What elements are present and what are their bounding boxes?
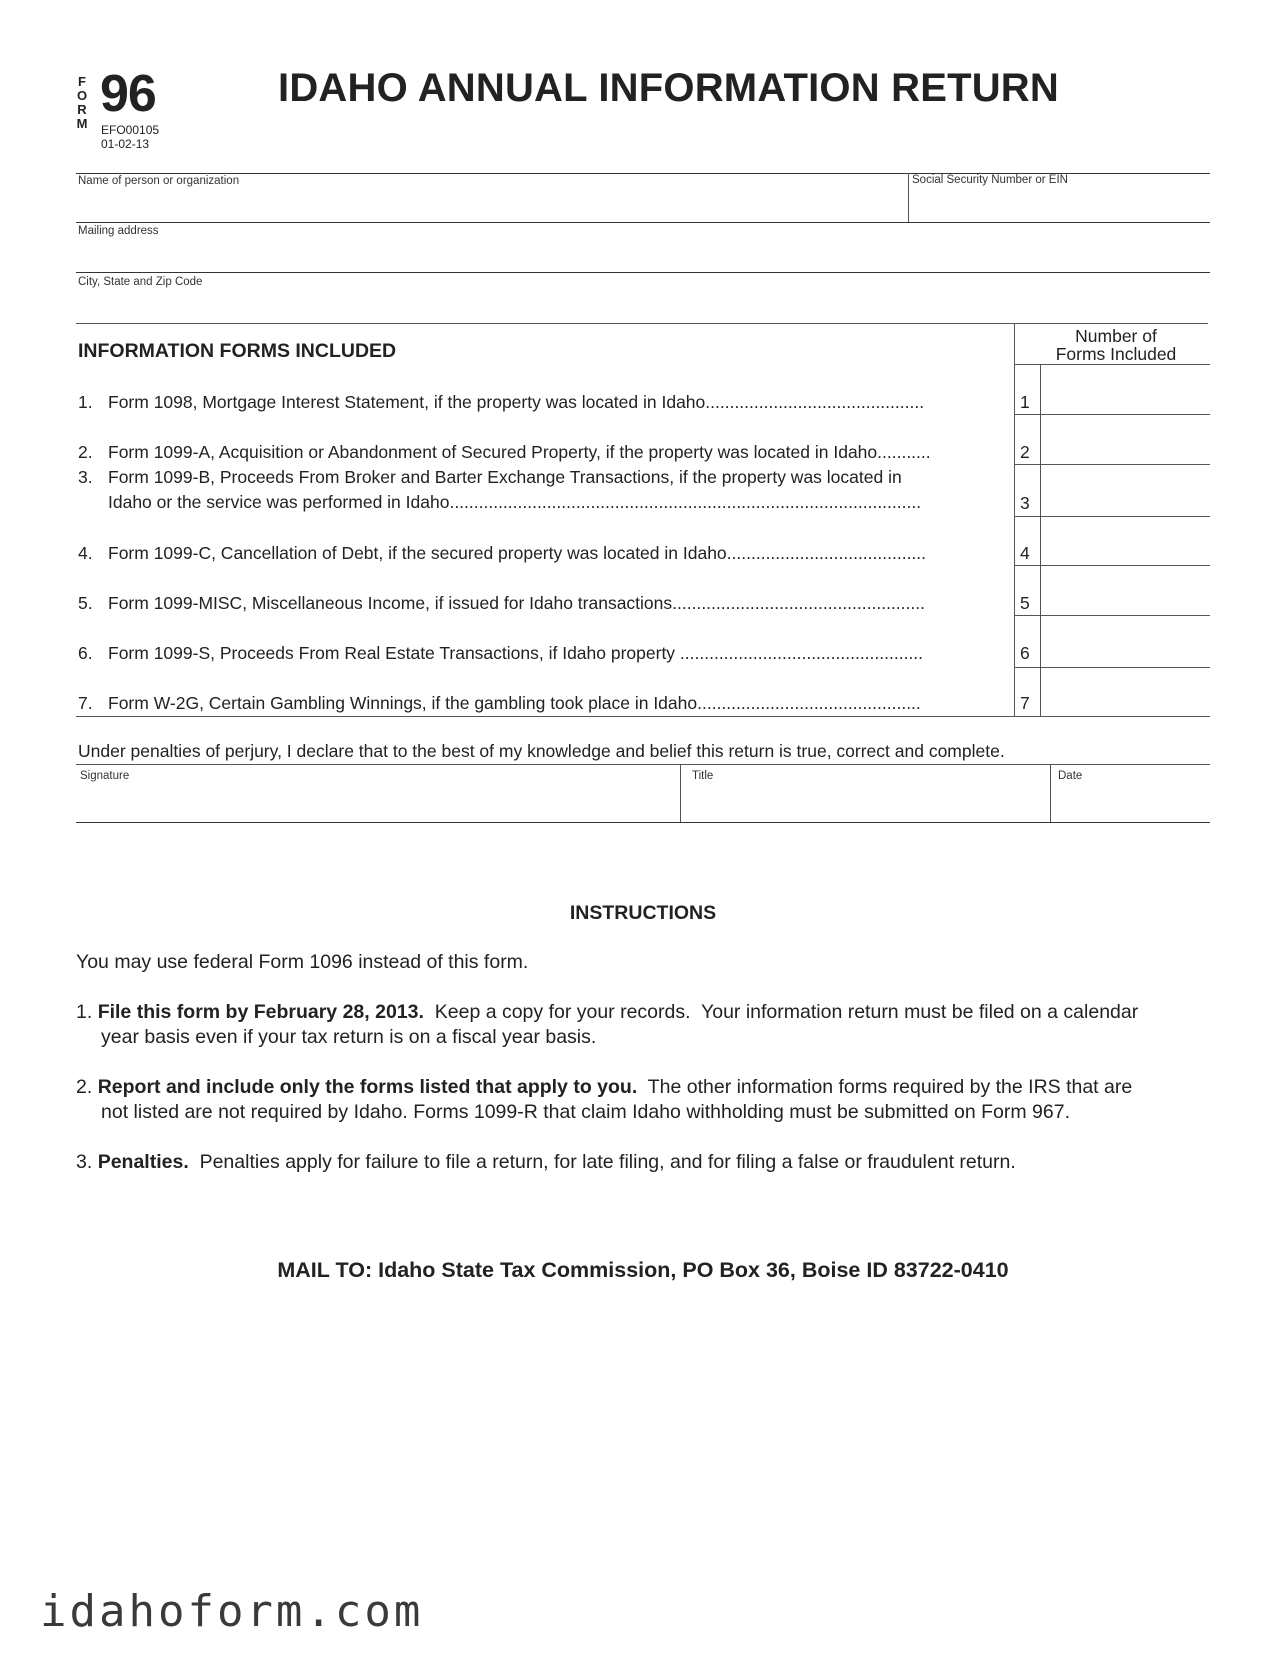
divider — [76, 323, 1208, 324]
count-field-1099misc[interactable] — [1042, 577, 1210, 615]
form-item — [78, 641, 998, 666]
divider — [1014, 565, 1210, 566]
form-revision-date: 01-02-13 — [101, 137, 150, 151]
divider — [76, 222, 1210, 223]
item-text: Form 1099-B, Proceeds From Broker and Barter Exchange Transactions, if the property was located in — [108, 467, 902, 487]
item-number: 3. — [78, 467, 93, 487]
divider — [1040, 364, 1041, 717]
item-text-continued: Idaho or the service was performed in Idaho — [108, 492, 450, 512]
line-number: 1 — [1020, 392, 1030, 412]
instruction-text: The other information forms required by the IRS that are — [637, 1076, 1133, 1098]
count-field-1099c[interactable] — [1042, 527, 1210, 565]
item-number: 5. — [78, 593, 93, 613]
dot-leader: .................................................... — [672, 593, 925, 613]
divider — [908, 173, 909, 222]
title-label: Title — [692, 770, 714, 782]
instruction-heading: Report and include only the forms listed that apply to you. — [97, 1076, 638, 1098]
count-field-1099b[interactable] — [1042, 476, 1210, 514]
item-number: 1. — [78, 392, 93, 412]
signature-field[interactable] — [80, 788, 674, 816]
count-column-header — [1018, 327, 1214, 363]
instructions-intro: You may use federal Form 1096 instead of this form. — [76, 951, 529, 973]
divider — [1014, 364, 1210, 365]
divider — [76, 822, 1210, 823]
instructions-title: INSTRUCTIONS — [569, 902, 717, 924]
form-label-vertical — [76, 75, 88, 131]
form-letter: M — [76, 116, 88, 131]
form-code — [101, 123, 159, 151]
instruction-item — [76, 1075, 1216, 1125]
date-label: Date — [1058, 770, 1083, 782]
instruction-text: Penalties apply for failure to file a return, for late filing, and for filing a false or fraudulent return. — [188, 1151, 1016, 1173]
count-field-1099a[interactable] — [1042, 426, 1210, 464]
instruction-heading: Penalties. — [97, 1151, 189, 1173]
page-title: IDAHO ANNUAL INFORMATION RETURN — [278, 66, 1059, 110]
item-number: 4. — [78, 543, 93, 563]
form-number: 96 — [100, 65, 156, 123]
divider — [76, 272, 1210, 273]
city-field[interactable] — [78, 294, 1202, 320]
form-letter: O — [76, 88, 88, 103]
instruction-item — [76, 1000, 1216, 1050]
item-text: Form W-2G, Certain Gambling Winnings, if the gambling took place in Idaho — [108, 693, 698, 713]
divider — [76, 716, 1210, 717]
form-letter: F — [78, 74, 86, 89]
instruction-number: 3. — [76, 1151, 93, 1173]
address-field-label: Mailing address — [78, 225, 159, 237]
item-text: Form 1099-C, Cancellation of Debt, if the secured property was located in Idaho — [108, 543, 727, 563]
item-number: 7. — [78, 693, 93, 713]
line-number: 6 — [1020, 643, 1030, 663]
instruction-text-continued: not listed are not required by Idaho. Forms 1099-R that claim Idaho withholding must be submitted on Form 967. — [101, 1101, 1071, 1123]
form-code-id: EFO00105 — [101, 123, 160, 137]
divider — [680, 764, 681, 822]
name-field[interactable] — [78, 194, 902, 220]
instruction-text-continued: year basis even if your tax return is on a fiscal year basis. — [101, 1026, 597, 1048]
divider — [1014, 323, 1015, 717]
address-field[interactable] — [78, 244, 1202, 270]
divider — [1014, 414, 1210, 415]
dot-leader: ................................................................................................. — [449, 492, 922, 512]
dot-leader: .............................................. — [697, 693, 921, 713]
line-number: 5 — [1020, 593, 1030, 613]
count-field-1099s[interactable] — [1042, 627, 1210, 665]
divider — [76, 764, 1210, 765]
city-field-label: City, State and Zip Code — [78, 276, 203, 288]
form-item — [78, 541, 998, 566]
form-item — [78, 440, 998, 465]
item-text: Form 1099-A, Acquisition or Abandonment of Secured Property, if the property was located in Idaho — [108, 442, 878, 462]
line-number: 7 — [1020, 693, 1030, 713]
count-header-line: Number of — [1075, 326, 1157, 346]
mail-to-address: MAIL TO: Idaho State Tax Commission, PO Box 36, Boise ID 83722-0410 — [277, 1258, 1009, 1282]
item-number: 6. — [78, 643, 93, 663]
form-item — [78, 465, 998, 515]
count-header-line: Forms Included — [1055, 344, 1177, 364]
date-field[interactable] — [1058, 788, 1210, 816]
count-field-1098[interactable] — [1042, 376, 1210, 414]
dot-leader: ............................................. — [705, 392, 925, 412]
line-number: 2 — [1020, 442, 1030, 462]
instruction-number: 2. — [76, 1076, 93, 1098]
ssn-field-label: Social Security Number or EIN — [912, 174, 1068, 186]
line-number: 3 — [1020, 493, 1030, 513]
divider — [1014, 667, 1210, 668]
item-text: Form 1099-S, Proceeds From Real Estate Transactions, if Idaho property — [108, 643, 676, 663]
perjury-declaration: Under penalties of perjury, I declare that to the best of my knowledge and belief this return is true, correct and complete. — [78, 741, 1005, 761]
item-text: Form 1098, Mortgage Interest Statement, if the property was located in Idaho — [108, 392, 706, 412]
count-field-w2g[interactable] — [1042, 677, 1210, 715]
form-item — [78, 591, 998, 616]
watermark: idahoform.com — [40, 1586, 424, 1637]
form-item — [78, 691, 998, 716]
instruction-number: 1. — [76, 1001, 93, 1023]
instruction-text: Keep a copy for your records. Your information return must be filed on a calendar — [423, 1001, 1139, 1023]
divider — [1014, 615, 1210, 616]
dot-leader: .................................................. — [675, 643, 924, 663]
name-field-label: Name of person or organization — [78, 175, 240, 187]
divider — [1014, 516, 1210, 517]
divider — [1050, 764, 1051, 822]
title-field[interactable] — [692, 788, 1046, 816]
line-number: 4 — [1020, 543, 1030, 563]
divider — [1014, 464, 1210, 465]
dot-leader: ........... — [877, 442, 931, 462]
form-letter: R — [77, 102, 87, 117]
section-title: INFORMATION FORMS INCLUDED — [78, 340, 397, 362]
form-item — [78, 390, 998, 415]
ssn-field[interactable] — [912, 194, 1206, 220]
dot-leader: ......................................... — [726, 543, 927, 563]
instruction-heading: File this form by February 28, 2013. — [97, 1001, 424, 1023]
instruction-item — [76, 1150, 1216, 1175]
item-number: 2. — [78, 442, 93, 462]
signature-label: Signature — [80, 770, 130, 782]
item-text: Form 1099-MISC, Miscellaneous Income, if issued for Idaho transactions — [108, 593, 673, 613]
